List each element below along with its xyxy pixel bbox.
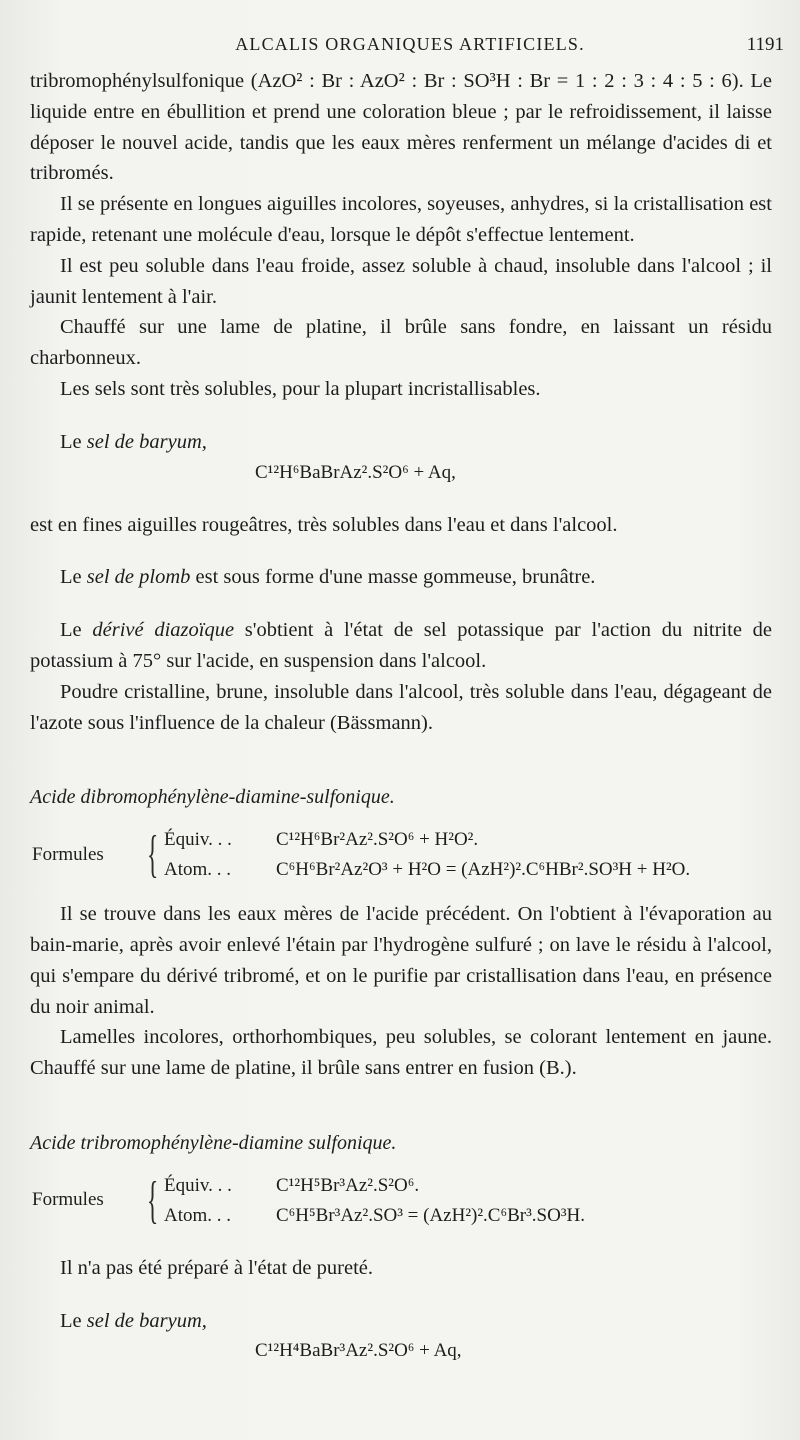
formulas-rows: [164, 1171, 585, 1231]
atom-row: [164, 1201, 585, 1231]
equiv-row: [164, 1171, 585, 1201]
brace-icon: {: [146, 1171, 159, 1229]
section-2-title: Acide tribromophénylène-diamine sulfonique.: [30, 1131, 397, 1154]
equiv-key: Équiv. . .: [164, 1174, 232, 1196]
baryum-salt-2-formula: C¹²H⁴BaBr³Az².S²O⁶ + Aq,: [255, 1340, 462, 1362]
equiv-row: [164, 825, 690, 855]
baryum2-intro-text: Le: [60, 1309, 87, 1332]
atom-value: C⁶H⁶Br²Az²O³ + H²O = (AzH²)².C⁶HBr².SO³H + H²O.: [276, 859, 691, 881]
equiv-value: C¹²H⁵Br³Az².S²O⁶.: [276, 1174, 420, 1196]
baryum-intro-text: Le: [60, 430, 87, 453]
equiv-value: C¹²H⁶Br²Az².S²O⁶ + H²O².: [276, 829, 479, 851]
p7-italic: sel de plomb: [86, 566, 191, 589]
section-1-title: Acide dibromophénylène-diamine-sulfonique.: [30, 786, 395, 809]
paragraph-8: [30, 615, 772, 677]
page-body: [30, 66, 772, 1366]
paragraph-5: Les sels sont très solubles, pour la plupart incristallisables.: [60, 377, 541, 400]
paragraph-4: Chauffé sur une lame de platine, il brûle sans fondre, en laissant un résidu charbonneux.: [30, 316, 772, 370]
equiv-key: Équiv. . .: [164, 829, 232, 851]
page-header: [30, 34, 790, 64]
p7-text-b: est sous forme d'une masse gommeuse, brunâtre.: [190, 566, 596, 589]
paragraph-11: Lamelles incolores, orthorhombiques, peu solubles, se colorant lentement en jaune. Chauffé sur une lame de platine, il brûle sans entrer en fusion (B.).: [30, 1026, 772, 1080]
formulas-label: Formules: [32, 843, 104, 865]
formulas-rows: [164, 825, 690, 885]
page-number: 1191: [746, 34, 784, 55]
paragraph-3: Il est peu soluble dans l'eau froide, assez soluble à chaud, insoluble dans l'alcool ; il jaunit lentement à l'air.: [30, 254, 772, 308]
paragraph-10: Il se trouve dans les eaux mères de l'acide précédent. On l'obtient à l'évaporation au bain-marie, après avoir enlevé l'étain par l'hydrogène sulfuré ; on lave le résidu à l'alcool, qui s'empare du dérivé tribromé, et on le purifie par cristallisation dans l'eau, en présence du noir animal.: [30, 903, 772, 1018]
paragraph-1: tribromophénylsulfonique (AzO² : Br : AzO² : Br : SO³H : Br = 1 : 2 : 3 : 4 : 5 : 6). Le liquide entre en ébullition et prend une coloration bleue ; par le refroidissement, il laisse déposer le nouvel acide, tandis que les eaux mères renferment un mélange d'acides di et tribromés.: [30, 70, 772, 185]
atom-value: C⁶H⁵Br³Az².SO³ = (AzH²)².C⁶Br³.SO³H.: [276, 1204, 586, 1226]
atom-key: Atom. . .: [164, 1204, 232, 1226]
brace-icon: {: [146, 826, 159, 884]
baryum2-intro-italic: sel de baryum,: [86, 1309, 207, 1332]
section-1-formulas: [30, 825, 772, 885]
p7-text-a: Le: [60, 566, 87, 589]
paragraph-7: [30, 562, 772, 593]
p8-italic: dérivé diazoïque: [92, 619, 235, 642]
paragraph-12: Il n'a pas été préparé à l'état de pureté.: [60, 1256, 374, 1279]
paragraph-6: est en fines aiguilles rougeâtres, très solubles dans l'eau et dans l'alcool.: [30, 513, 618, 536]
baryum-intro-italic: sel de baryum,: [86, 430, 207, 453]
atom-row: [164, 855, 690, 885]
formulas-label: Formules: [32, 1189, 104, 1211]
paragraph-9: Poudre cristalline, brune, insoluble dans l'alcool, très soluble dans l'eau, dégageant de l'azote sous l'influence de la chaleur (Bässmann).: [30, 680, 772, 734]
section-2-formulas: [30, 1171, 772, 1231]
paragraph-2: Il se présente en longues aiguilles incolores, soyeuses, anhydres, si la cristallisation est rapide, retenant une molécule d'eau, lorsque le dépôt s'effectue lentement.: [30, 193, 772, 246]
baryum-salt-formula: C¹²H⁶BaBrAz².S²O⁶ + Aq,: [255, 461, 456, 483]
baryum-salt-intro: [30, 427, 772, 458]
running-title: ALCALIS ORGANIQUES ARTIFICIELS.: [235, 34, 585, 54]
p8-text-b: s'obtient à l'état de sel potassique par l'action du nitrite de potassium à 75° sur l'acide, en suspension dans l'alcool.: [30, 619, 773, 672]
p8-text-a: Le: [60, 619, 93, 642]
atom-key: Atom. . .: [164, 859, 232, 881]
baryum-salt-2-intro: [30, 1306, 772, 1337]
